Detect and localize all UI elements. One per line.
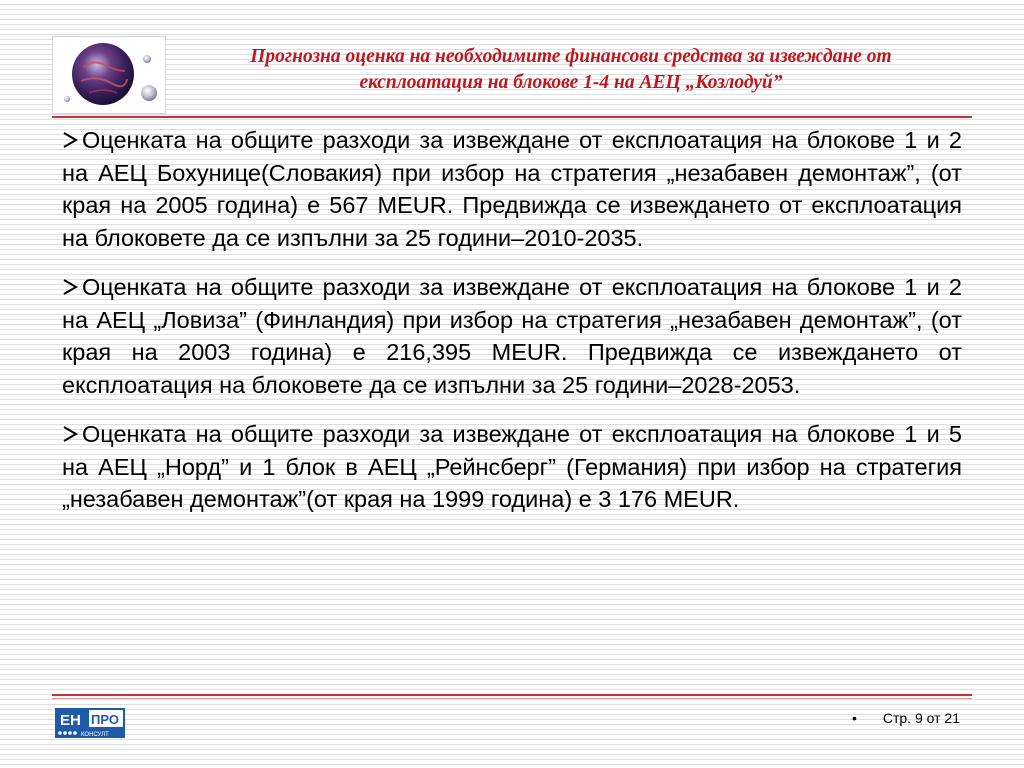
globe-logo-icon bbox=[53, 37, 165, 113]
arrow-bullet-icon bbox=[62, 124, 82, 157]
footer-divider bbox=[52, 694, 972, 696]
page-number bbox=[852, 710, 960, 726]
main-content bbox=[62, 124, 962, 533]
paragraph-text: Оценката на общите разходи за извеждане от експлоатация на блокове 1 и 2 на АЕЦ Бохунице(Словакия) при избор на стратегия „незабавен демонтаж”, (от края на 2005 година) е 567 MEUR. Предвижда се извеждането от експлоатация на блоковете да се изпълни за 25 години–2010-2035. bbox=[62, 127, 962, 251]
paragraph-3 bbox=[62, 418, 962, 516]
logo-text-right: ПРО bbox=[91, 712, 119, 727]
paragraph-text: Оценката на общите разходи за извеждане от експлоатация на блокове 1 и 2 на АЕЦ „Ловиза” (Финландия) при избор на стратегия „незабавен демонтаж”, (от края на 2003 година) е 216,395 MEUR. Предвижда се извеждането от експлоатация на блоковете да се изпълни за 25 години–2028-2053. bbox=[62, 274, 962, 398]
header-divider bbox=[52, 116, 972, 118]
title-line-2: експлоатация на блокове 1-4 на АЕЦ „Козлодуй” bbox=[359, 72, 783, 93]
footer-logo bbox=[55, 708, 125, 738]
footer-divider-thin bbox=[52, 698, 972, 699]
paragraph-2 bbox=[62, 271, 962, 401]
paragraph-text: Оценката на общите разходи за извеждане от експлоатация на блокове 1 и 5 на АЕЦ „Норд” и 1 блок в АЕЦ „Рейнсберг” (Германия) при избор на стратегия „незабавен демонтаж”(от края на 1999 година) е 3 176 MEUR. bbox=[62, 421, 962, 512]
header-logo bbox=[52, 36, 166, 114]
title-line-1: Прогнозна оценка на необходимите финансови средства за извеждане от bbox=[250, 46, 892, 67]
page-number-text: Стр. 9 от 21 bbox=[882, 710, 960, 726]
arrow-bullet-icon bbox=[62, 418, 82, 451]
footer-bullet: • bbox=[851, 710, 857, 726]
logo-text-sub: КОНСУЛТ bbox=[81, 732, 109, 738]
arrow-bullet-icon bbox=[62, 271, 82, 304]
logo-text-left: ЕН bbox=[60, 712, 81, 729]
paragraph-1 bbox=[62, 124, 962, 254]
page-title bbox=[176, 44, 966, 96]
